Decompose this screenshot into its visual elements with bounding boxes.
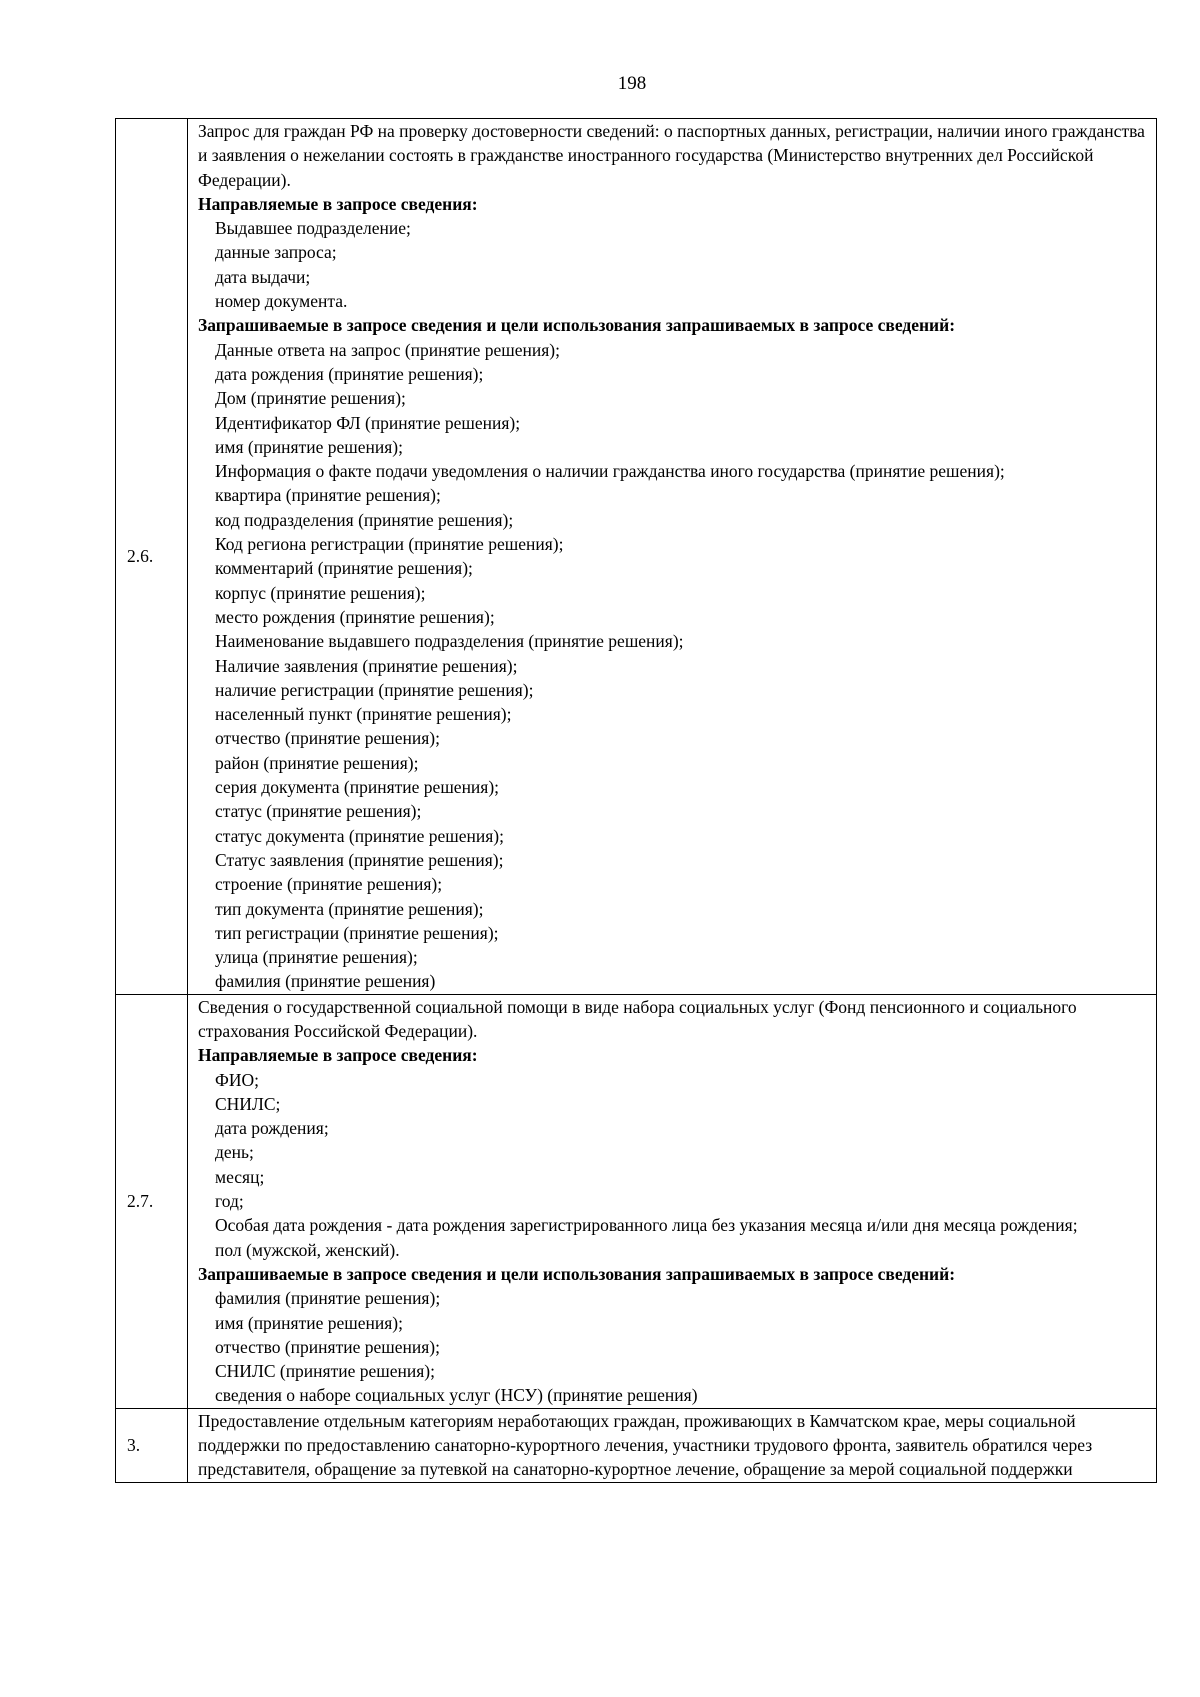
list-item: имя (принятие решения); — [215, 436, 403, 457]
list-item: корпус (принятие решения); — [215, 582, 426, 603]
list-item: Особая дата рождения - дата рождения зарегистрированного лица без указания месяца и/или дня месяца рождения; — [215, 1215, 1078, 1236]
section-heading: Направляемые в запросе сведения: — [198, 1045, 478, 1066]
row-content — [188, 1408, 1157, 1482]
list-item: код подразделения (принятие решения); — [215, 509, 514, 530]
list-item: отчество (принятие решения); — [215, 728, 440, 749]
row-description: Запрос для граждан РФ на проверку достоверности сведений: о паспортных данных, регистрации, наличии иного гражданства и заявления о нежелании состоять в гражданстве иностранного государства (Министерство внутренних дел Российской Федерации). — [198, 121, 1145, 190]
list-item: ФИО; — [215, 1069, 259, 1090]
row-description: Предоставление отдельным категориям неработающих граждан, проживающих в Камчатском крае, меры социальной поддержки по предоставлению санаторно-курортного лечения, участники трудового фронта, заявитель обратился через представителя, обращение за путевкой на санаторно-курортное лечение, обращение за мерой социальной поддержки — [198, 1410, 1093, 1480]
list-item: Наличие заявления (принятие решения); — [215, 655, 518, 676]
table-row — [116, 1408, 1157, 1482]
list-item: населенный пункт (принятие решения); — [215, 704, 512, 725]
list-item: район (принятие решения); — [215, 752, 419, 773]
list-item: строение (принятие решения); — [215, 874, 443, 895]
list-item: Идентификатор ФЛ (принятие решения); — [215, 412, 521, 433]
list-item: день; — [215, 1142, 254, 1163]
list-item: фамилия (принятие решения); — [215, 1288, 441, 1309]
list-item: СНИЛС; — [215, 1093, 281, 1114]
list-item: тип документа (принятие решения); — [215, 898, 484, 919]
row-description: Сведения о государственной социальной помощи в виде набора социальных услуг (Фонд пенсионного и социального страхования Российской Федерации). — [198, 996, 1077, 1041]
list-item: Выдавшее подразделение; — [215, 218, 411, 239]
list-item: Данные ответа на запрос (принятие решения); — [215, 339, 560, 360]
list-item: год; — [215, 1191, 244, 1212]
section-heading: Направляемые в запросе сведения: — [198, 193, 478, 214]
list-item: фамилия (принятие решения) — [215, 971, 436, 992]
list-item: дата рождения; — [215, 1118, 329, 1139]
table-row — [116, 994, 1157, 1408]
list-item: серия документа (принятие решения); — [215, 777, 500, 798]
row-number: 3. — [116, 1408, 188, 1482]
list-item: тип регистрации (принятие решения); — [215, 922, 499, 943]
list-item: месяц; — [215, 1166, 265, 1187]
list-item: отчество (принятие решения); — [215, 1336, 440, 1357]
row-content — [188, 119, 1157, 995]
list-item: Статус заявления (принятие решения); — [215, 849, 504, 870]
list-item: дата рождения (принятие решения); — [215, 363, 484, 384]
list-item: Информация о факте подачи уведомления о наличии гражданства иного государства (принятие решения); — [215, 461, 1005, 482]
list-item: дата выдачи; — [215, 266, 311, 287]
section-heading: Запрашиваемые в запросе сведения и цели использования запрашиваемых в запросе сведений: — [198, 315, 956, 336]
section-heading: Запрашиваемые в запросе сведения и цели использования запрашиваемых в запросе сведений: — [198, 1263, 956, 1284]
document-table — [115, 118, 1157, 1483]
list-item: СНИЛС (принятие решения); — [215, 1361, 435, 1382]
table-row — [116, 119, 1157, 995]
list-item: улица (принятие решения); — [215, 947, 418, 968]
list-item: наличие регистрации (принятие решения); — [215, 679, 534, 700]
list-item: Наименование выдавшего подразделения (принятие решения); — [215, 631, 684, 652]
page-number: 198 — [617, 73, 647, 94]
list-item: статус документа (принятие решения); — [215, 825, 504, 846]
list-item: Код региона регистрации (принятие решения); — [215, 534, 564, 555]
list-item: место рождения (принятие решения); — [215, 606, 495, 627]
list-item: пол (мужской, женский). — [215, 1239, 400, 1260]
list-item: комментарий (принятие решения); — [215, 558, 473, 579]
list-item: Дом (принятие решения); — [215, 388, 406, 409]
row-content — [188, 994, 1157, 1408]
list-item: данные запроса; — [215, 242, 337, 263]
row-number: 2.6. — [116, 119, 188, 995]
list-item: сведения о наборе социальных услуг (НСУ) (принятие решения) — [215, 1385, 698, 1406]
list-item: статус (принятие решения); — [215, 801, 422, 822]
list-item: имя (принятие решения); — [215, 1312, 403, 1333]
row-number: 2.7. — [116, 994, 188, 1408]
list-item: номер документа. — [215, 291, 348, 312]
table-body — [116, 119, 1157, 1483]
list-item: квартира (принятие решения); — [215, 485, 441, 506]
